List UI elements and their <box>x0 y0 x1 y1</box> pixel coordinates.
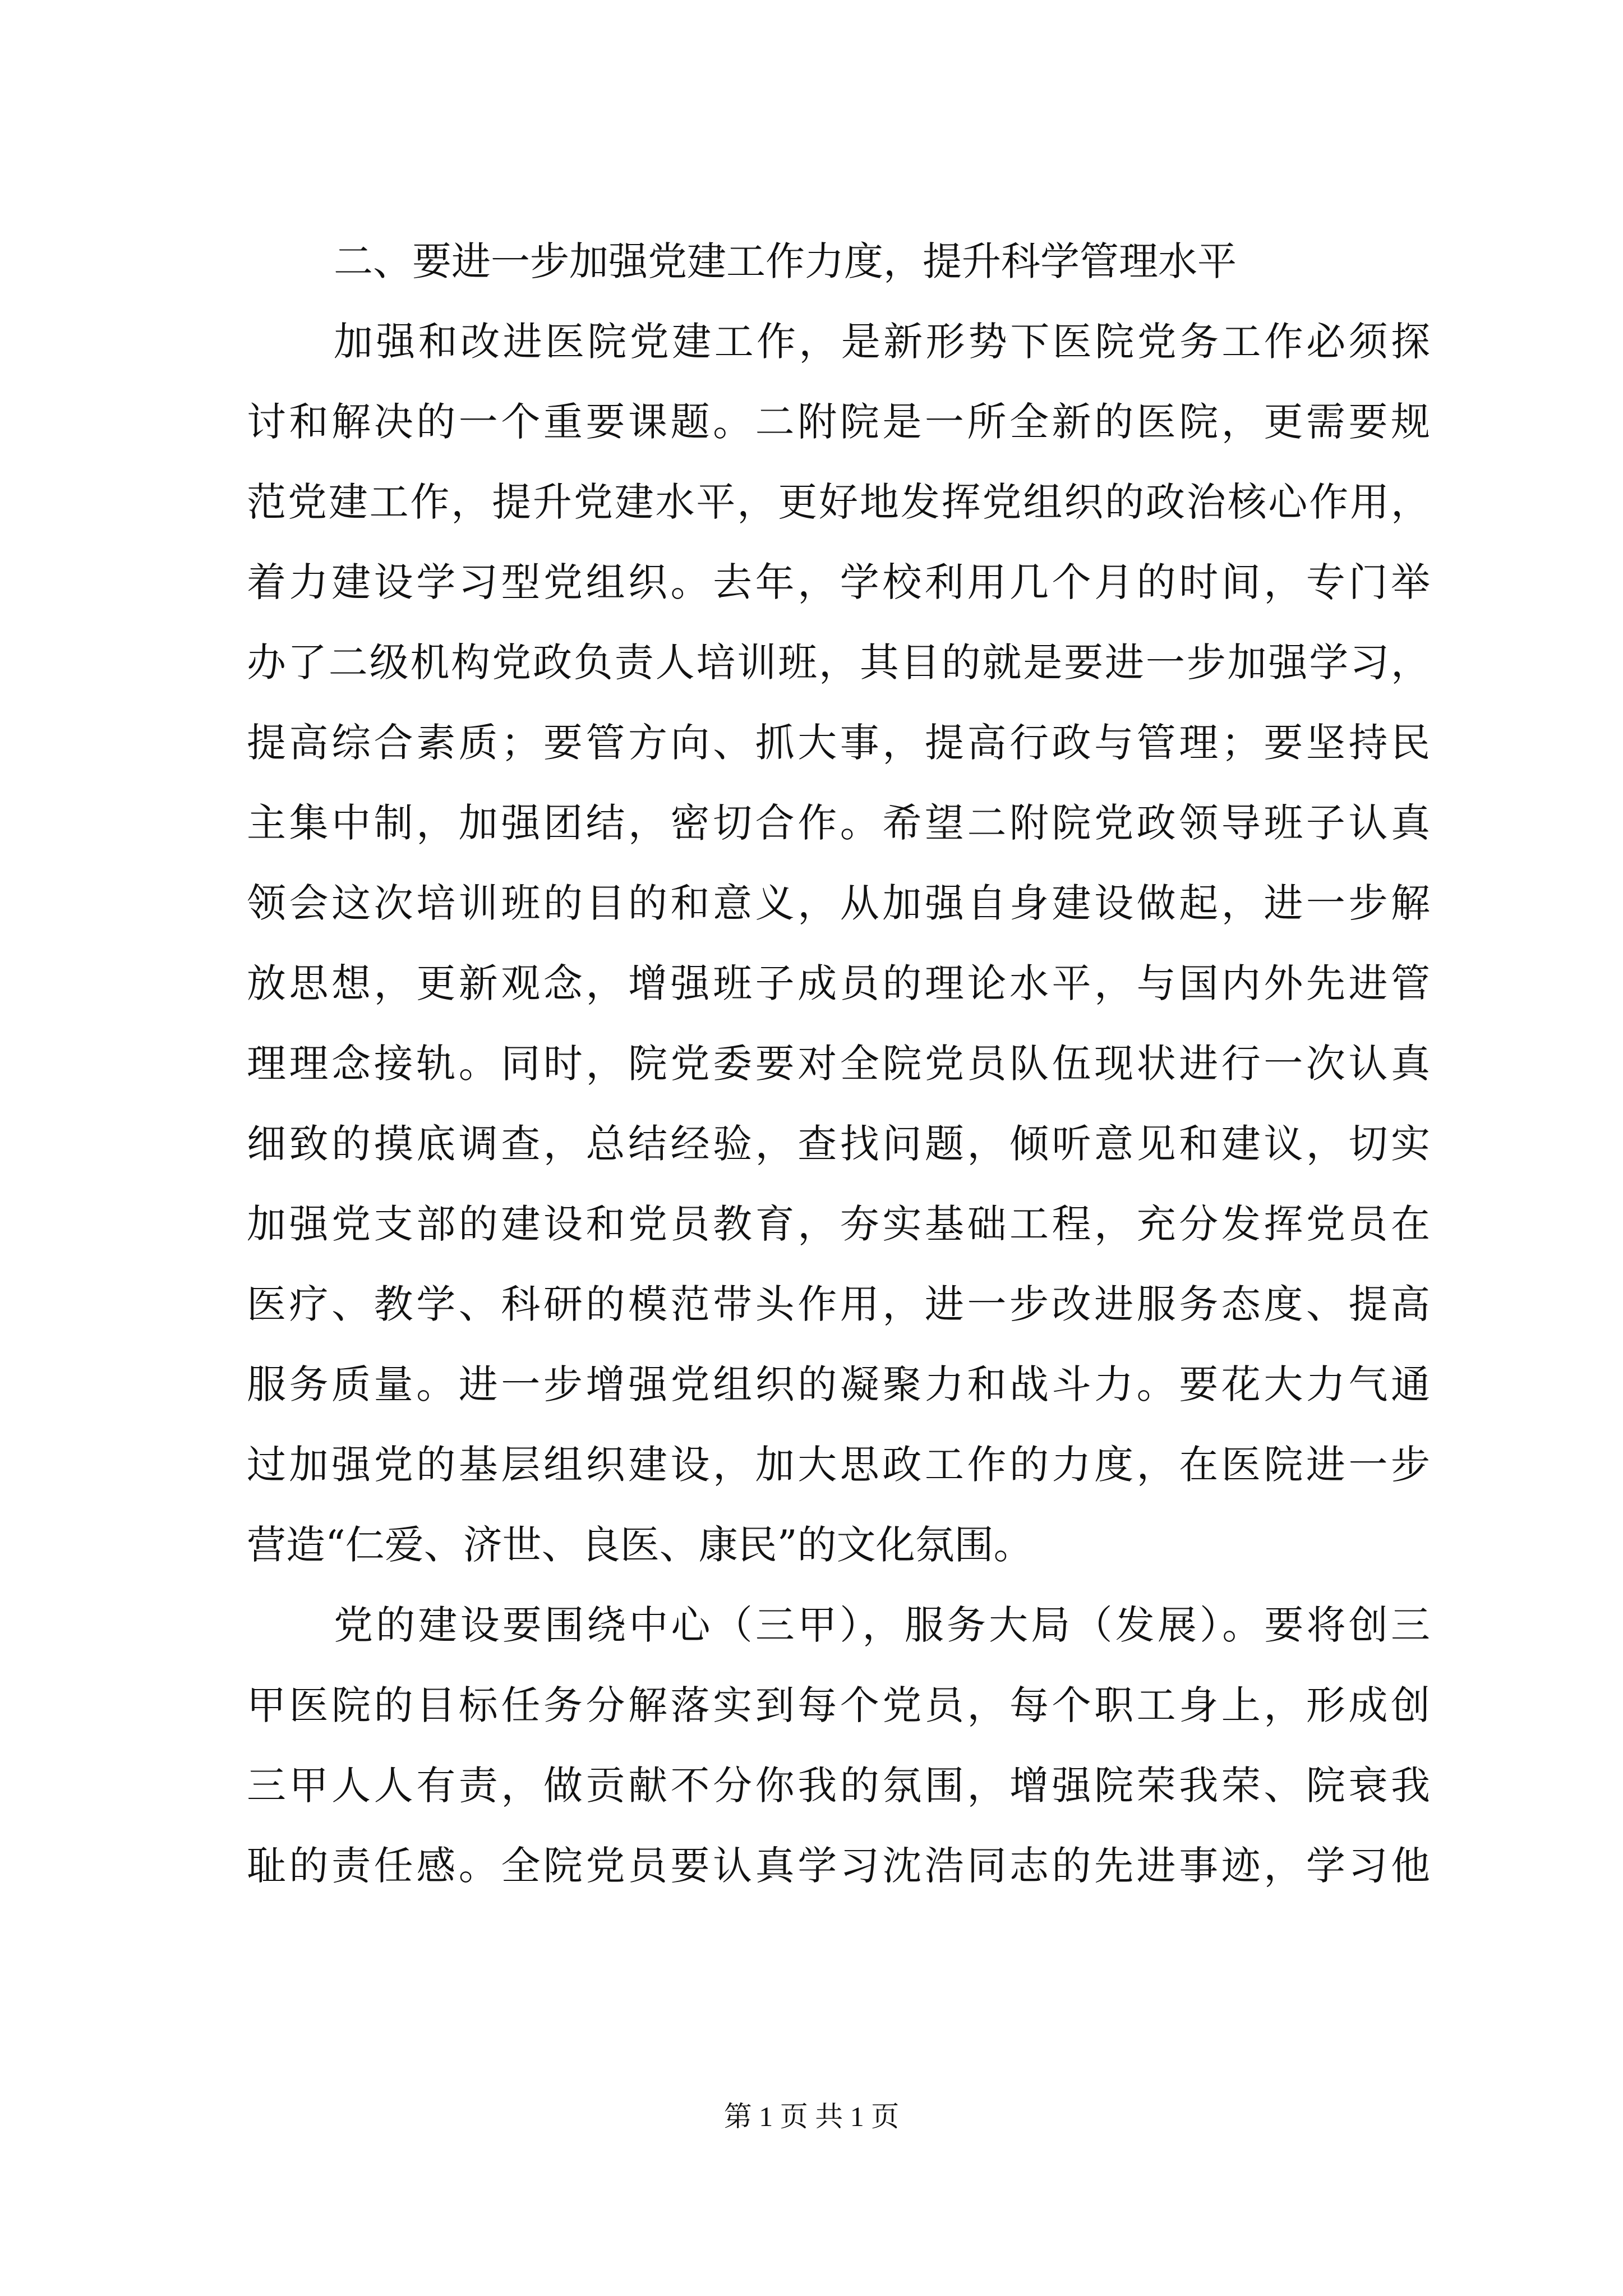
paragraph-line: 范党建工作，提升党建水平，更好地发挥党组织的政治核心作用， <box>247 479 1430 525</box>
page-footer: 第 1 页 共 1 页 <box>723 2101 900 2132</box>
paragraph-2 <box>247 1585 1430 1906</box>
paragraph-line: 主集中制，加强团结，密切合作。希望二附院党政领导班子认真 <box>247 800 1430 846</box>
paragraph-line: 理理念接轨。同时，院党委要对全院党员队伍现状进行一次认真 <box>247 1041 1430 1087</box>
paragraph-line: 细致的摸底调查，总结经验，查找问题，倾听意见和建议，切实 <box>247 1121 1430 1167</box>
paragraph-line: 三甲人人有责，做贡献不分你我的氛围，增强院荣我荣、院衰我 <box>247 1763 1430 1809</box>
paragraph-line: 医疗、教学、科研的模范带头作用，进一步改进服务态度、提高 <box>247 1281 1430 1327</box>
paragraph-line: 服务质量。进一步增强党组织的凝聚力和战斗力。要花大力气通 <box>247 1361 1430 1407</box>
paragraph-line: 加强和改进医院党建工作，是新形势下医院党务工作必须探 <box>334 319 1430 365</box>
paragraph-line: 党的建设要围绕中心（三甲），服务大局（发展）。要将创三 <box>334 1602 1430 1648</box>
paragraph-line: 着力建设学习型党组织。去年，学校利用几个月的时间，专门举 <box>247 559 1430 605</box>
document-body <box>247 222 1430 1906</box>
paragraph-line: 办了二级机构党政负责人培训班，其目的就是要进一步加强学习， <box>247 639 1430 685</box>
paragraph-1 <box>247 302 1430 1585</box>
paragraph-line: 过加强党的基层组织建设，加大思政工作的力度，在医院进一步 <box>247 1442 1430 1488</box>
paragraph-line: 放思想，更新观念，增强班子成员的理论水平，与国内外先进管 <box>247 960 1430 1006</box>
paragraph-line: 甲医院的目标任务分解落实到每个党员，每个职工身上，形成创 <box>247 1682 1430 1728</box>
paragraph-line: 耻的责任感。全院党员要认真学习沈浩同志的先进事迹，学习他 <box>247 1843 1430 1889</box>
paragraph-line: 提高综合素质；要管方向、抓大事，提高行政与管理；要坚持民 <box>247 720 1430 766</box>
paragraph-line: 讨和解决的一个重要课题。二附院是一所全新的医院，更需要规 <box>247 399 1430 445</box>
section-heading: 二、要进一步加强党建工作力度，提升科学管理水平 <box>334 238 1237 284</box>
paragraph-line: 领会这次培训班的目的和意义，从加强自身建设做起，进一步解 <box>247 880 1430 926</box>
paragraph-line: 营造“仁爱、济世、良医、康民”的文化氛围。 <box>247 1522 1033 1568</box>
paragraph-line: 加强党支部的建设和党员教育，夯实基础工程，充分发挥党员在 <box>247 1201 1430 1247</box>
